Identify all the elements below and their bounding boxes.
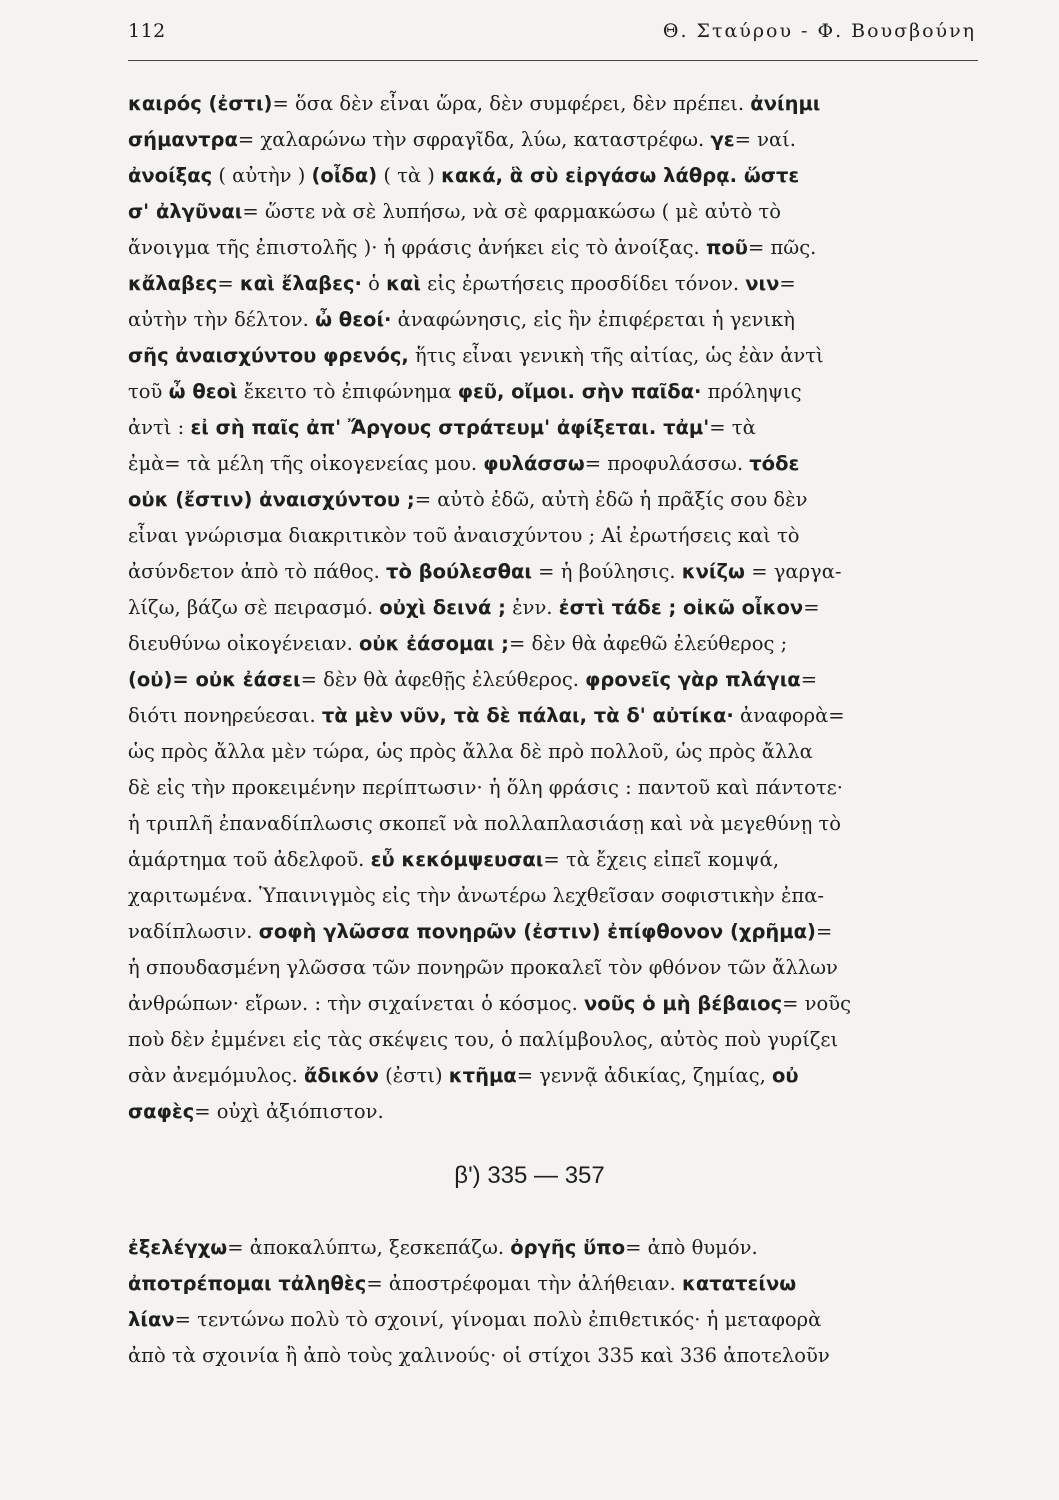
lemma-term: εἰ σὴ παῖς ἀπ' Ἄργους στράτευμ' ἀφίξεται. τἀμ' [190, 416, 710, 439]
gloss-text: = αὐτὸ ἐδῶ, αὐτὴ ἐδῶ ἡ πρᾶξίς σου δὲν [414, 488, 808, 511]
text-line [128, 1266, 974, 1302]
lemma-term: κατατείνω [681, 1272, 797, 1295]
gloss-text: = δὲν θὰ ἀφεθῶ ἐλεύθερος ; [508, 632, 788, 655]
gloss-text: = ἡ βούλησις. [531, 560, 682, 583]
text-line [128, 266, 974, 302]
text-line [128, 1058, 974, 1094]
text-line [128, 734, 974, 770]
text-line [128, 446, 974, 482]
gloss-text: πρόληψις [701, 380, 802, 403]
gloss-text: = πῶς. [747, 236, 817, 259]
text-line [128, 806, 974, 842]
lemma-term: ὀργῆς ὕπο [510, 1236, 626, 1259]
gloss-text: = οὐχὶ ἀξιόπιστον. [194, 1100, 384, 1123]
gloss-text: ἡ τριπλῆ ἐπαναδίπλωσις σκοπεῖ νὰ πολλαπλασιάσῃ καὶ νὰ μεγεθύνῃ τὸ [128, 812, 841, 835]
lemma-term: φεῦ, οἴμοι. σὴν παῖδα· [457, 380, 702, 403]
gloss-text: = δὲν θὰ ἀφεθῇς ἐλεύθερος. [300, 668, 586, 691]
gloss-text: τοῦ [128, 380, 169, 403]
lemma-term: νιν [745, 272, 780, 295]
gloss-text: ( τὰ ) [377, 164, 442, 187]
text-line [128, 1022, 974, 1058]
lemma-term: σοφὴ γλῶσσα πονηρῶν (ἐστιν) ἐπίφθονον (χρῆμα) [258, 920, 816, 943]
gloss-text: εἰς ἐρωτήσεις προσδίδει τόνον. [420, 272, 746, 295]
text-line [128, 230, 974, 266]
text-line [128, 1094, 974, 1130]
gloss-text: = γαργα- [745, 560, 842, 583]
gloss-text: = ὅσα δὲν εἶναι ὥρα, δὲν συμφέρει, δὲν πρέπει. [272, 92, 751, 115]
text-line [128, 482, 974, 518]
gloss-text: ἀνθρώπων· εἴρων. : τὴν σιχαίνεται ὁ κόσμος. [128, 992, 585, 1015]
gloss-text: χαριτωμένα. Ὑπαινιγμὸς εἰς τὴν ἀνωτέρω λεχθεῖσαν σοφιστικὴν ἐπα- [128, 884, 825, 907]
section-heading: β') 335 — 357 [454, 1162, 605, 1189]
text-line [128, 194, 974, 230]
text-line [128, 518, 974, 554]
gloss-text: ( αὐτὴν ) [212, 164, 312, 187]
gloss-text: ἐνν. [505, 596, 559, 619]
lemma-term: ἐστὶ τάδε ; οἰκῶ οἶκον [558, 596, 804, 619]
lemma-term: κνίζω [681, 560, 746, 583]
running-head [128, 20, 976, 54]
text-line [128, 878, 974, 914]
lemma-term: σῆς ἀναισχύντου φρενός, [128, 344, 409, 367]
text-line [128, 662, 974, 698]
text-line [128, 950, 974, 986]
text-line [128, 698, 974, 734]
gloss-text: ἀσύνδετον ἀπὸ τὸ πάθος. [128, 560, 387, 583]
gloss-text: = προφυλάσσω. [584, 452, 750, 475]
text-line [128, 338, 974, 374]
lemma-term: τὸ βούλεσθαι [386, 560, 532, 583]
gloss-text: ὡς πρὸς ἄλλα μὲν τώρα, ὡς πρὸς ἄλλα δὲ πρὸ πολλοῦ, ὡς πρὸς ἄλλα [128, 740, 813, 763]
gloss-text: = ἀπὸ θυμόν. [625, 1236, 758, 1259]
lemma-term: ἀνίημι [750, 92, 821, 115]
gloss-text: σὰν ἀνεμόμυλος. [128, 1064, 305, 1087]
gloss-text: διευθύνω οἰκογένειαν. [128, 632, 359, 655]
gloss-text: = [217, 272, 240, 295]
text-line [128, 914, 974, 950]
lemma-term: τὰ μὲν νῦν, τὰ δὲ πάλαι, τὰ δ' αὐτίκα· [321, 704, 734, 727]
gloss-text: ἔκειτο τὸ ἐπιφώνημα [237, 380, 458, 403]
gloss-text: ὁ [361, 272, 387, 295]
gloss-text: = τὰ ἔχεις εἰπεῖ κομψά, [543, 848, 780, 871]
gloss-text: αὐτὴν τὴν δέλτον. [128, 308, 316, 331]
text-line [128, 986, 974, 1022]
gloss-text: = [779, 272, 796, 295]
text-line [128, 1302, 974, 1338]
lemma-term: (οἶδα) [311, 164, 378, 187]
text-line [128, 1230, 974, 1266]
gloss-text: = [800, 668, 818, 691]
gloss-text: = ἀποστρέφομαι τὴν ἀλήθειαν. [366, 1272, 682, 1295]
gloss-text: διότι πονηρεύεσαι. [128, 704, 322, 727]
text-line [128, 302, 974, 338]
lemma-term: ἀποτρέπομαι τἀληθὲς [128, 1272, 367, 1295]
gloss-text: (ἐστι) [378, 1064, 449, 1087]
lemma-term: σήμαντρα [128, 128, 238, 151]
gloss-text: ἁμάρτημα τοῦ ἀδελφοῦ. [128, 848, 371, 871]
gloss-text: = [803, 596, 820, 619]
lemma-term: ὦ θεοί· [315, 308, 392, 331]
lemma-term: ὦ θεοὶ [168, 380, 238, 403]
lemma-term: ποῦ [705, 236, 748, 259]
gloss-text: ποὺ δὲν ἐμμένει εἰς τὰς σκέψεις του, ὁ παλίμβουλος, αὐτὸς ποὺ γυρίζει [128, 1028, 839, 1051]
lemma-term: κτῆμα [448, 1064, 517, 1087]
gloss-text: ναδίπλωσιν. [128, 920, 259, 943]
lemma-term: κακά, ἃ σὺ εἰργάσω λάθρᾳ. ὥστε [441, 164, 800, 187]
lemma-term: σαφὲς [128, 1100, 195, 1123]
header-rule [128, 60, 978, 61]
page-number: 112 [128, 20, 166, 42]
lemma-term: καὶ [386, 272, 421, 295]
lemma-term: λίαν [128, 1308, 175, 1331]
text-line [128, 158, 974, 194]
lemma-term: καιρός (ἐστι) [128, 92, 273, 115]
lemma-term: σ' ἀλγῦναι [128, 200, 243, 223]
gloss-text: ἀντὶ : [128, 416, 191, 439]
gloss-text: ἐμὰ= τὰ μέλη τῆς οἰκογενείας μου. [128, 452, 484, 475]
gloss-text: ἀναφώνησις, εἰς ἣν ἐπιφέρεται ἡ γενικὴ [391, 308, 795, 331]
lemma-term: ἄδικόν [304, 1064, 379, 1087]
running-title: Θ. Σταύρου - Φ. Βουσβούνη [662, 20, 976, 42]
lemma-term: καὶ ἔλαβες· [239, 272, 362, 295]
gloss-text: = ἀποκαλύπτω, ξεσκεπάζω. [227, 1236, 511, 1259]
gloss-text: εἶναι γνώρισμα διακριτικὸν τοῦ ἀναισχύντου ; Αἱ ἐρωτήσεις καὶ τὸ [128, 524, 800, 547]
gloss-text: ἥτις εἶναι γενικὴ τῆς αἰτίας, ὡς ἐὰν ἀντὶ [408, 344, 824, 367]
text-line [128, 626, 974, 662]
lemma-term: ἀνοίξας [128, 164, 213, 187]
gloss-text: = χαλαρώνω τὴν σφραγῖδα, λύω, καταστρέφω. [237, 128, 711, 151]
gloss-text: ἀπὸ τὰ σχοινία ἢ ἀπὸ τοὺς χαλινούς· οἱ στίχοι 335 καὶ 336 ἀποτελοῦν [128, 1344, 830, 1367]
lemma-term: οὐ [772, 1064, 799, 1087]
text-line [128, 410, 974, 446]
gloss-text: ἄνοιγμα τῆς ἐπιστολῆς )· ἡ φράσις ἀνήκει εἰς τὸ ἀνοίξας. [128, 236, 706, 259]
lemma-term: φρονεῖς γὰρ πλάγια [585, 668, 801, 691]
commentary-block-2 [128, 1230, 974, 1374]
lemma-term: φυλάσσω [483, 452, 585, 475]
text-line [128, 554, 974, 590]
text-line [128, 590, 974, 626]
gloss-text: = [815, 920, 833, 943]
text-line [128, 1338, 974, 1374]
lemma-term: γε [710, 128, 735, 151]
gloss-text: ἡ σπουδασμένη γλῶσσα τῶν πονηρῶν προκαλεῖ τὸν φθόνον τῶν ἄλλων [128, 956, 838, 979]
gloss-text: δὲ εἰς τὴν προκειμένην περίπτωσιν· ἡ ὅλη φράσις : παντοῦ καὶ πάντοτε· [128, 776, 843, 799]
gloss-text: = γεννᾷ ἀδικίας, ζημίας, [516, 1064, 773, 1087]
lemma-term: (οὐ)= οὐκ ἐάσει [128, 668, 301, 691]
lemma-term: κἄλαβες [128, 272, 218, 295]
gloss-text: ἀναφορὰ= [733, 704, 845, 727]
lemma-term: τόδε [749, 452, 800, 475]
lemma-term: ἐξελέγχω [128, 1236, 228, 1259]
commentary-block-1 [128, 86, 974, 1130]
lemma-term: οὐκ (ἔστιν) ἀναισχύντου ; [128, 488, 415, 511]
gloss-text: = ὥστε νὰ σὲ λυπήσω, νὰ σὲ φαρμακώσω ( μὲ αὐτὸ τὸ [242, 200, 782, 223]
gloss-text: λίζω, βάζω σὲ πειρασμό. [128, 596, 380, 619]
text-line [128, 374, 974, 410]
lemma-term: νοῦς ὁ μὴ βέβαιος [584, 992, 783, 1015]
lemma-term: εὖ κεκόμψευσαι [370, 848, 544, 871]
text-line [128, 86, 974, 122]
lemma-term: οὐκ ἐάσομαι ; [358, 632, 509, 655]
lemma-term: οὐχὶ δεινά ; [379, 596, 506, 619]
text-line [128, 842, 974, 878]
gloss-text: = ναί. [734, 128, 796, 151]
gloss-text: = νοῦς [782, 992, 852, 1015]
text-line [128, 122, 974, 158]
gloss-text: = τὰ [709, 416, 756, 439]
text-line [128, 770, 974, 806]
gloss-text: = τεντώνω πολὺ τὸ σχοινί, γίνομαι πολὺ ἐπιθετικός· ἡ μεταφορὰ [174, 1308, 822, 1331]
